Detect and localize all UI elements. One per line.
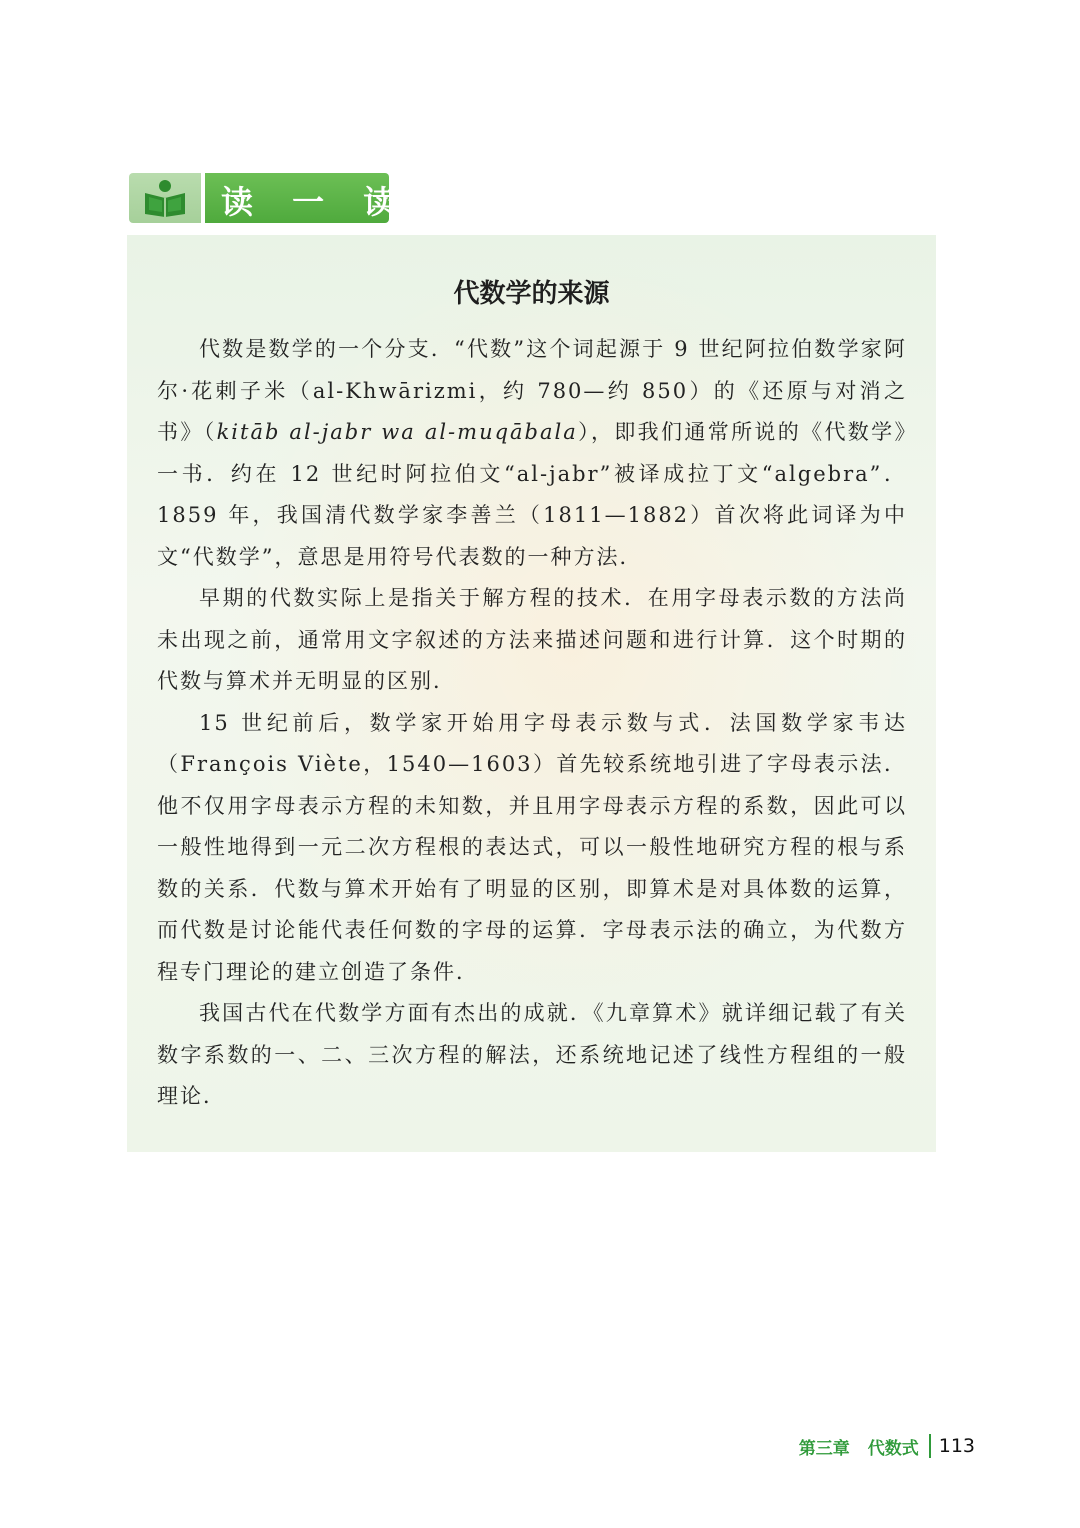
paragraph xyxy=(157,993,907,1118)
reading-person-icon xyxy=(143,179,187,217)
paragraph-text: 我国古代在代数学方面有杰出的成就．《九章算术》就详细记载了有关数字系数的一、二、三次方程的解法，还系统地记述了线性方程组的一般理论． xyxy=(157,1001,907,1108)
paragraph-text: 早期的代数实际上是指关于解方程的技术．在用字母表示数的方法尚未出现之前，通常用文字叙述的方法来描述问题和进行计算．这个时期的代数与算术并无明显的区别． xyxy=(157,586,907,693)
footer-section: 代数式 xyxy=(867,1438,919,1459)
paragraph xyxy=(157,578,907,703)
header-title-box xyxy=(205,173,400,223)
paragraph-text: ），即我们通常所说的《代数学》一书．约在 12 世纪时阿拉伯文“al-jabr”被译成拉丁文“algebra”．1859 年，我国清代数学家李善兰（1811—1882）首次将此词译为中文“代数学”，意思是用符号代表数的一种方法． xyxy=(157,420,908,569)
paragraph xyxy=(157,703,907,994)
article-body xyxy=(157,329,907,1118)
page-footer xyxy=(799,1432,975,1460)
section-header xyxy=(129,173,400,223)
paragraph-text: 代数是数学的一个分支．“代数”这个词起源于 9 世纪阿拉伯数学家阿尔·花剌子米（al-Khwārizmi，约 780—约 850）的《还原与对消之书》（ xyxy=(157,337,907,444)
italic-book-title: kitāb al-jabr wa al-muqābala xyxy=(216,420,578,444)
section-title: 读 一 读 xyxy=(221,183,400,221)
footer-divider xyxy=(929,1434,931,1458)
header-icon-box xyxy=(129,173,201,223)
paragraph xyxy=(157,329,907,578)
footer-chapter: 第三章 xyxy=(798,1438,850,1459)
article-title: 代数学的来源 xyxy=(453,279,610,309)
page-number: 113 xyxy=(938,1435,975,1457)
reading-box xyxy=(127,235,936,1152)
paragraph-text: 15 世纪前后，数学家开始用字母表示数与式．法国数学家韦达（François Viète，1540—1603）首先较系统地引进了字母表示法．他不仅用字母表示方程的未知数，并且用字母表示方程的系数，因此可以一般性地得到一元二次方程根的表达式，可以一般性地研究方程的根与系数的关系．代数与算术开始有了明显的区别，即算术是对具体数的运算，而代数是讨论能代表任何数的字母的运算．字母表示法的确立，为代数方程专门理论的建立创造了条件． xyxy=(157,710,907,984)
